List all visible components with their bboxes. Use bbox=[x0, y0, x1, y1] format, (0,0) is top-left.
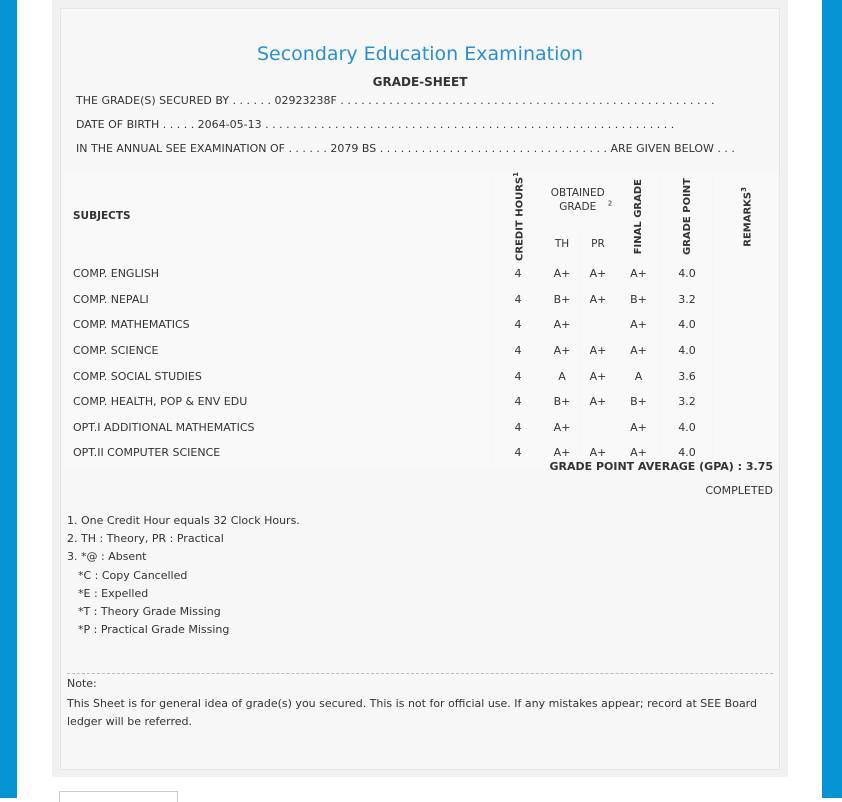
theory-grade-cell: A+ bbox=[545, 312, 579, 338]
practical-header: PR bbox=[581, 228, 615, 261]
final-grade-header: FINAL GRADE bbox=[617, 172, 660, 261]
credit-hours-cell: 4 bbox=[493, 261, 543, 287]
subject-cell: COMP. SCIENCE bbox=[65, 338, 491, 364]
table-row bbox=[65, 312, 778, 338]
footnote-item: *E : Expelled bbox=[78, 586, 149, 600]
footnote-item: 2. TH : Theory, PR : Practical bbox=[67, 532, 224, 546]
date-of-birth-line: DATE OF BIRTH . . . . . 2064-05-13 . . . . . . . . . . . . . . . . . . . . . . . . . . . . . . . . . . . . . . . . . . . . . . . . . . . . . . . . . . . bbox=[76, 118, 675, 131]
note-label: Note: bbox=[67, 677, 97, 690]
theory-grade-cell: A+ bbox=[545, 440, 579, 466]
footnote-item: *P : Practical Grade Missing bbox=[78, 623, 230, 637]
practical-grade-cell: A+ bbox=[581, 363, 615, 389]
grade-point-cell: 4.0 bbox=[662, 338, 712, 364]
subject-cell: COMP. ENGLISH bbox=[65, 261, 491, 287]
practical-grade-cell bbox=[581, 415, 615, 441]
practical-grade-cell: A+ bbox=[581, 440, 615, 466]
table-row bbox=[65, 415, 778, 441]
credit-hours-header: CREDIT HOURS$^1$ bbox=[493, 172, 543, 261]
secured-by-line: THE GRADE(S) SECURED BY . . . . . . 02923238F . . . . . . . . . . . . . . . . . . . . . . . . . . . . . . . . . . . . . . . . . . . . . . . . . . . . . . bbox=[76, 94, 715, 107]
theory-grade-cell: B+ bbox=[545, 389, 579, 415]
credit-hours-cell: 4 bbox=[493, 312, 543, 338]
table-row bbox=[65, 287, 778, 313]
credit-hours-cell: 4 bbox=[493, 389, 543, 415]
credit-hours-cell: 4 bbox=[493, 338, 543, 364]
final-grade-cell: A+ bbox=[617, 312, 660, 338]
remarks-cell bbox=[714, 389, 778, 415]
theory-header: TH bbox=[545, 228, 579, 261]
footnote-item: *C : Copy Cancelled bbox=[78, 568, 188, 582]
footnotes bbox=[67, 512, 300, 639]
practical-grade-cell: A+ bbox=[581, 389, 615, 415]
grade-sheet bbox=[60, 8, 780, 770]
credit-hours-cell: 4 bbox=[493, 363, 543, 389]
lower-tab-edge bbox=[59, 791, 178, 802]
credit-hours-cell: 4 bbox=[493, 440, 543, 466]
grade-point-header: GRADE POINT bbox=[662, 172, 712, 261]
remarks-header: REMARKS$^3$ bbox=[714, 172, 778, 261]
footnote-item: *T : Theory Grade Missing bbox=[78, 605, 221, 619]
note-divider bbox=[67, 673, 773, 674]
grade-point-cell: 4.0 bbox=[662, 440, 712, 466]
subject-cell: COMP. SOCIAL STUDIES bbox=[65, 363, 491, 389]
left-accent-band bbox=[0, 0, 17, 798]
footnote-item: 1. One Credit Hour equals 32 Clock Hours. bbox=[67, 514, 300, 527]
final-grade-cell: A+ bbox=[617, 415, 660, 441]
final-grade-cell: A+ bbox=[617, 261, 660, 287]
theory-grade-cell: B+ bbox=[545, 287, 579, 313]
note-text: This Sheet is for general idea of grade(s) you secured. This is not for official use. If any mistakes appear; record at SEE Board ledger will be referred. bbox=[67, 697, 757, 728]
remarks-cell bbox=[714, 363, 778, 389]
subject-cell: OPT.I ADDITIONAL MATHEMATICS bbox=[65, 415, 491, 441]
subjects-header: SUBJECTS bbox=[65, 172, 491, 261]
page-title: Secondary Education Examination bbox=[256, 43, 584, 65]
final-grade-cell: A+ bbox=[617, 338, 660, 364]
subject-cell: OPT.II COMPUTER SCIENCE bbox=[65, 440, 491, 466]
final-grade-cell: B+ bbox=[617, 287, 660, 313]
final-grade-cell: A bbox=[617, 363, 660, 389]
remarks-cell bbox=[714, 287, 778, 313]
grade-point-cell: 4.0 bbox=[662, 261, 712, 287]
theory-grade-cell: A+ bbox=[545, 415, 579, 441]
theory-grade-cell: A bbox=[545, 363, 579, 389]
grade-point-cell: 3.6 bbox=[662, 363, 712, 389]
theory-grade-cell: A+ bbox=[545, 338, 579, 364]
gpa-summary: GRADE POINT AVERAGE (GPA) : 3.75 bbox=[549, 460, 773, 473]
subject-cell: COMP. HEALTH, POP & ENV EDU bbox=[65, 389, 491, 415]
practical-grade-cell: A+ bbox=[581, 287, 615, 313]
credit-hours-cell: 4 bbox=[493, 415, 543, 441]
subject-cell: COMP. MATHEMATICS bbox=[65, 312, 491, 338]
remarks-cell bbox=[714, 261, 778, 287]
remarks-cell bbox=[714, 415, 778, 441]
remarks-cell bbox=[714, 312, 778, 338]
result-status: COMPLETED bbox=[705, 484, 773, 497]
right-accent-band bbox=[822, 0, 842, 798]
grade-point-cell: 3.2 bbox=[662, 287, 712, 313]
table-row bbox=[65, 363, 778, 389]
remarks-cell bbox=[714, 338, 778, 364]
grades-table bbox=[63, 172, 780, 466]
table-row bbox=[65, 338, 778, 364]
final-grade-cell: A+ bbox=[617, 440, 660, 466]
grade-point-cell: 3.2 bbox=[662, 389, 712, 415]
sheet-subtitle: GRADE-SHEET bbox=[372, 75, 468, 89]
practical-grade-cell: A+ bbox=[581, 338, 615, 364]
theory-grade-cell: A+ bbox=[545, 261, 579, 287]
footnote-item: 3. *@ : Absent bbox=[67, 550, 147, 564]
practical-grade-cell bbox=[581, 312, 615, 338]
credit-hours-cell: 4 bbox=[493, 287, 543, 313]
grade-point-cell: 4.0 bbox=[662, 415, 712, 441]
final-grade-cell: B+ bbox=[617, 389, 660, 415]
practical-grade-cell: A+ bbox=[581, 261, 615, 287]
table-row bbox=[65, 261, 778, 287]
obtained-grade-header: OBTAINED GRADE $^2$ bbox=[545, 172, 615, 228]
subject-cell: COMP. NEPALI bbox=[65, 287, 491, 313]
exam-line: IN THE ANNUAL SEE EXAMINATION OF . . . . . . 2079 BS . . . . . . . . . . . . . . . . . . . . . . . . . . . . . . . . . ARE GIVEN BELOW . . . bbox=[76, 142, 735, 155]
grade-point-cell: 4.0 bbox=[662, 312, 712, 338]
table-row bbox=[65, 389, 778, 415]
